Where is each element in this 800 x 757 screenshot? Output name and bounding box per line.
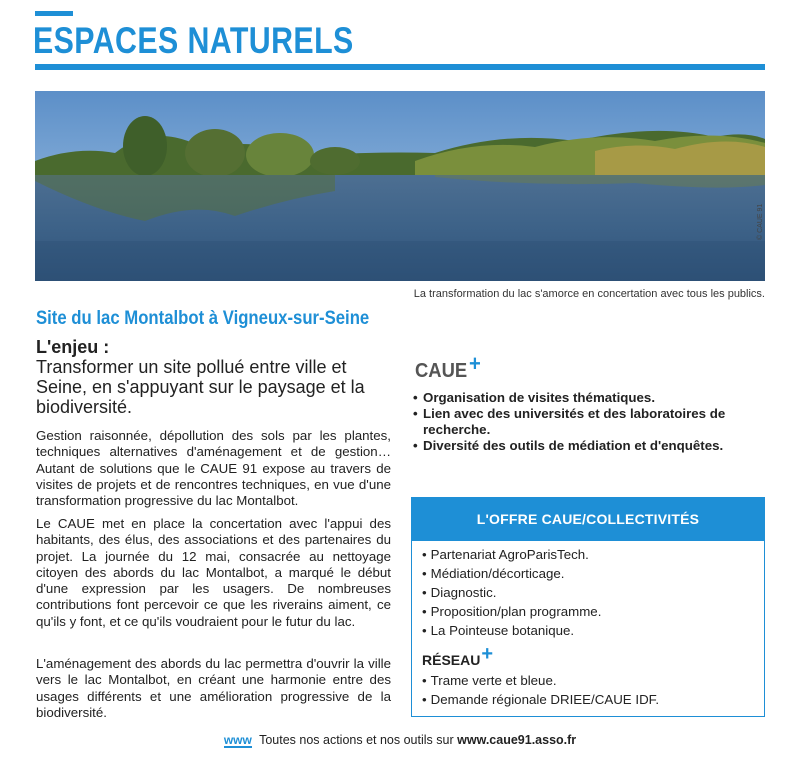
article-subtitle: Site du lac Montalbot à Vigneux-sur-Seine — [36, 308, 370, 329]
reseau-heading — [412, 643, 764, 671]
reseau-title: RÉSEAU — [422, 652, 481, 668]
title-accent-bar — [35, 11, 73, 16]
footer — [0, 733, 800, 748]
photo-caption: La transformation du lac s'amorce en concertation avec tous les publics. — [413, 288, 765, 300]
offer-title: L'OFFRE CAUE/COLLECTIVITÉS — [412, 498, 764, 541]
list-item: • Organisation de visites thématiques. — [413, 390, 783, 406]
page-title: ESPACES NATURELS — [33, 20, 354, 61]
enjeu-text: Transformer un site pollué entre ville et Seine, en s'appuyant sur le paysage et la biodiversité. — [36, 357, 365, 417]
offer-box — [411, 497, 765, 717]
lake-photo — [35, 91, 765, 281]
list-item: • Partenariat AgroParisTech. — [422, 545, 764, 564]
www-icon: www — [223, 733, 252, 747]
list-item: • Diagnostic. — [422, 583, 764, 602]
caue-plus-list — [413, 390, 783, 454]
footer-link[interactable]: www.caue91.asso.fr — [457, 733, 577, 747]
title-rule — [35, 64, 765, 70]
list-item: • Trame verte et bleue. — [422, 671, 764, 690]
footer-text: Toutes nos actions et nos outils sur — [259, 733, 454, 747]
offer-list — [412, 545, 764, 640]
list-item: • Diversité des outils de médiation et d'enquêtes. — [413, 438, 783, 454]
list-item: • Proposition/plan programme. — [422, 602, 764, 621]
body-paragraph-1: Gestion raisonnée, dépollution des sols par les plantes, techniques alternatives d'aménagement et de gestion… Autant de solutions que le CAUE 91 expose au travers de visites de projets et de rencontres techniques, en vue d'une transformation progressive du lac Montalbot. — [36, 428, 391, 509]
list-item: • Lien avec des universités et des laboratoires de recherche. — [413, 406, 783, 438]
caue-plus-title: CAUE — [415, 360, 468, 382]
body-paragraph-2: Le CAUE met en place la concertation avec l'appui des habitants, des élus, des associations et des partenaires du projet. La journée du 12 mai, consacrée au nettoyage citoyen des abords du lac Montalbot, a marqué le début d'une expression par les usagers. De nombreuses contributions font percevoir ce que les riverains aiment, ce qu'ils y font, et ce qu'ils voudraient pour le futur du lac. — [36, 516, 391, 629]
enjeu-label: L'enjeu : — [36, 337, 110, 357]
list-item: • Demande régionale DRIEE/CAUE IDF. — [422, 690, 764, 709]
caue-plus-heading — [415, 351, 481, 383]
reseau-list — [412, 671, 764, 709]
plus-icon: + — [468, 351, 481, 376]
list-item: • La Pointeuse botanique. — [422, 621, 764, 640]
body-paragraph-3: L'aménagement des abords du lac permettra d'ouvrir la ville vers le lac Montalbot, en créant une harmonie entre des usages différents et une amélioration progressive de la biodiversité. — [36, 656, 391, 720]
list-item: • Médiation/décorticage. — [422, 564, 764, 583]
photo-credit: © CAUE 91 — [757, 203, 764, 240]
plus-icon: + — [481, 643, 494, 665]
